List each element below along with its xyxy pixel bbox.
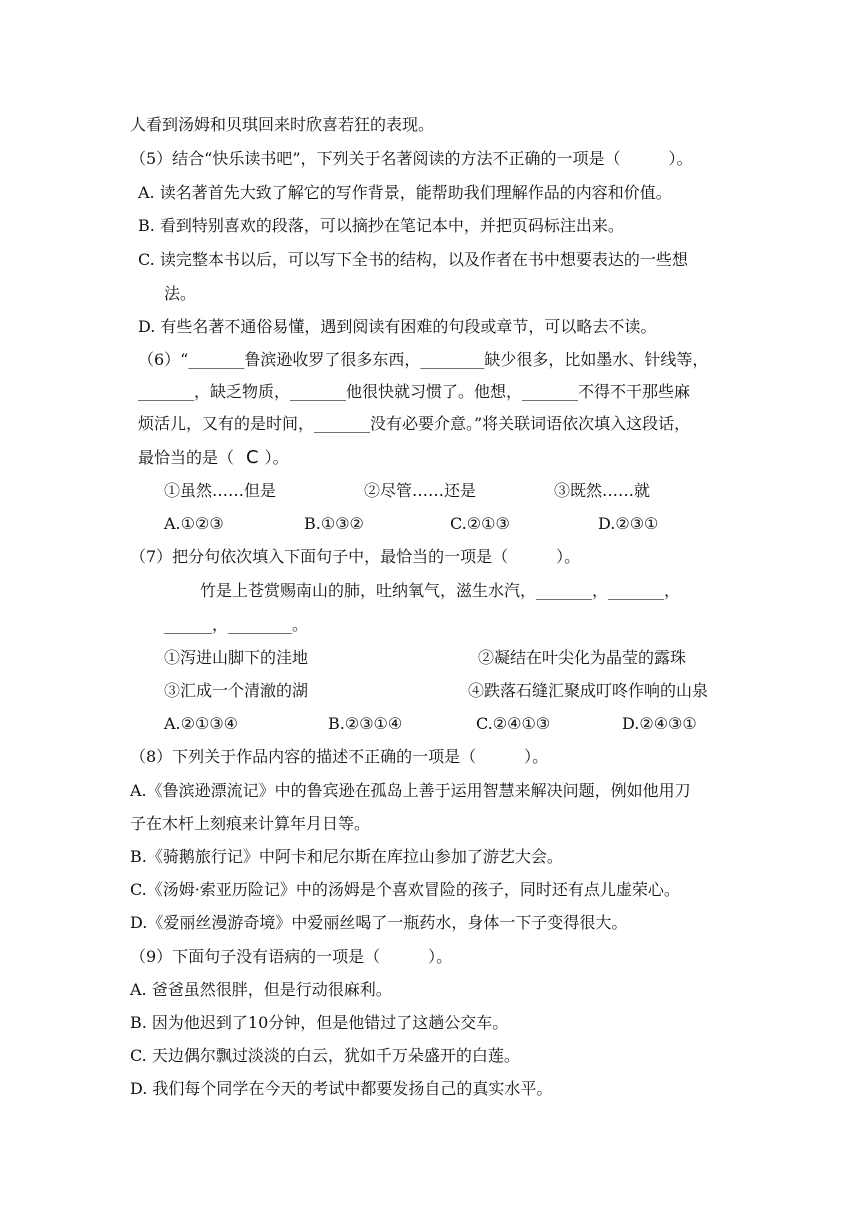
option-5b: B. 看到特别喜欢的段落，可以摘抄在笔记本中，并把页码标注出来。 — [138, 216, 624, 235]
question-6-line1: （6）“_______鲁滨逊收罗了很多东西，________缺少很多，比如墨水、针线等， — [138, 350, 709, 369]
clause-7-3: ③汇成一个清澈的湖 — [164, 681, 309, 700]
option-5d: D. 有些名著不通俗易懂，遇到阅读有困难的句段或章节，可以略去不读。 — [138, 317, 657, 336]
option-5c-line2: 法。 — [164, 284, 197, 303]
option-5a: A. 读名著首先大致了解它的写作背景，能帮助我们理解作品的内容和价值。 — [138, 183, 672, 202]
question-7: （7）把分句依次填入下面句子中，最恰当的一项是（ ）。 — [130, 547, 581, 566]
question-6-close: ）。 — [264, 448, 289, 467]
option-8a-line1: A.《鲁滨逊漂流记》中的鲁宾逊在孤岛上善于运用智慧来解决问题，例如他用刀 — [130, 781, 691, 800]
question-5: （5）结合“快乐读书吧”，下列关于名著阅读的方法不正确的一项是（ ）。 — [130, 149, 693, 168]
option-9b: B. 因为他迟到了10分钟，但是他错过了这趟公交车。 — [130, 1013, 509, 1032]
option-8d: D.《爱丽丝漫游奇境》中爱丽丝喝了一瓶药水，身体一下子变得很大。 — [130, 913, 628, 932]
text-line: 人看到汤姆和贝琪回来时欣喜若狂的表现。 — [130, 115, 435, 134]
option-6b: B.①③② — [304, 514, 364, 533]
question-6-line2: _______，缺乏物质，_______他很快就习惯了。他想，_______不得不干那些麻 — [138, 382, 691, 401]
option-6a: A.①②③ — [164, 514, 224, 533]
clause-7-1: ①泻进山脚下的洼地 — [164, 648, 309, 667]
option-9a: A. 爸爸虽然很胖，但是行动很麻利。 — [130, 980, 392, 999]
clause-7-2: ②凝结在叶尖化为晶莹的露珠 — [478, 648, 687, 667]
question-6-line4 — [138, 447, 289, 469]
option-6d: D.②③① — [598, 514, 659, 533]
option-8a-line2: 子在木杆上刻痕来计算年月日等。 — [130, 814, 371, 833]
question-6-prompt: 最恰当的是（ — [138, 448, 235, 467]
option-8c: C.《汤姆·索亚历险记》中的汤姆是个喜欢冒险的孩子，同时还有点儿虚荣心。 — [130, 880, 680, 899]
option-6c: C.②①③ — [450, 514, 510, 533]
question-7-sentence2: ______，________。 — [164, 615, 309, 634]
question-7-sentence1: 竹是上苍赏赐南山的肺，吐纳氧气，滋生水汽，_______，_______， — [200, 581, 681, 600]
choice-6-3: ③既然……就 — [554, 481, 651, 500]
option-5c-line1: C. 读完整本书以后，可以写下全书的结构，以及作者在书中想要表达的一些想 — [138, 250, 688, 269]
clause-7-4: ④跌落石缝汇聚成叮咚作响的山泉 — [468, 681, 709, 700]
option-8b: B.《骑鹅旅行记》中阿卡和尼尔斯在库拉山参加了游艺大会。 — [130, 847, 563, 866]
question-8: （8）下列关于作品内容的描述不正确的一项是（ ）。 — [130, 747, 549, 766]
option-9d: D. 我们每个同学在今天的考试中都要发扬自己的真实水平。 — [130, 1079, 553, 1098]
option-7d: D.②④③① — [622, 714, 697, 733]
choice-6-1: ①虽然……但是 — [164, 481, 277, 500]
option-7a: A.②①③④ — [164, 714, 239, 733]
handwritten-answer: C — [246, 447, 259, 468]
option-7c: C.②④①③ — [476, 714, 551, 733]
question-9: （9）下面句子没有语病的一项是（ ）。 — [130, 947, 453, 966]
choice-6-2: ②尽管……还是 — [364, 481, 477, 500]
question-6-line3: 烦活儿，又有的是时间，_______没有必要介意。”将关联词语依次填入这段话， — [138, 414, 691, 433]
option-9c: C. 天边偶尔飘过淡淡的白云，犹如千万朵盛开的白莲。 — [130, 1046, 520, 1065]
option-7b: B.②③①④ — [328, 714, 403, 733]
